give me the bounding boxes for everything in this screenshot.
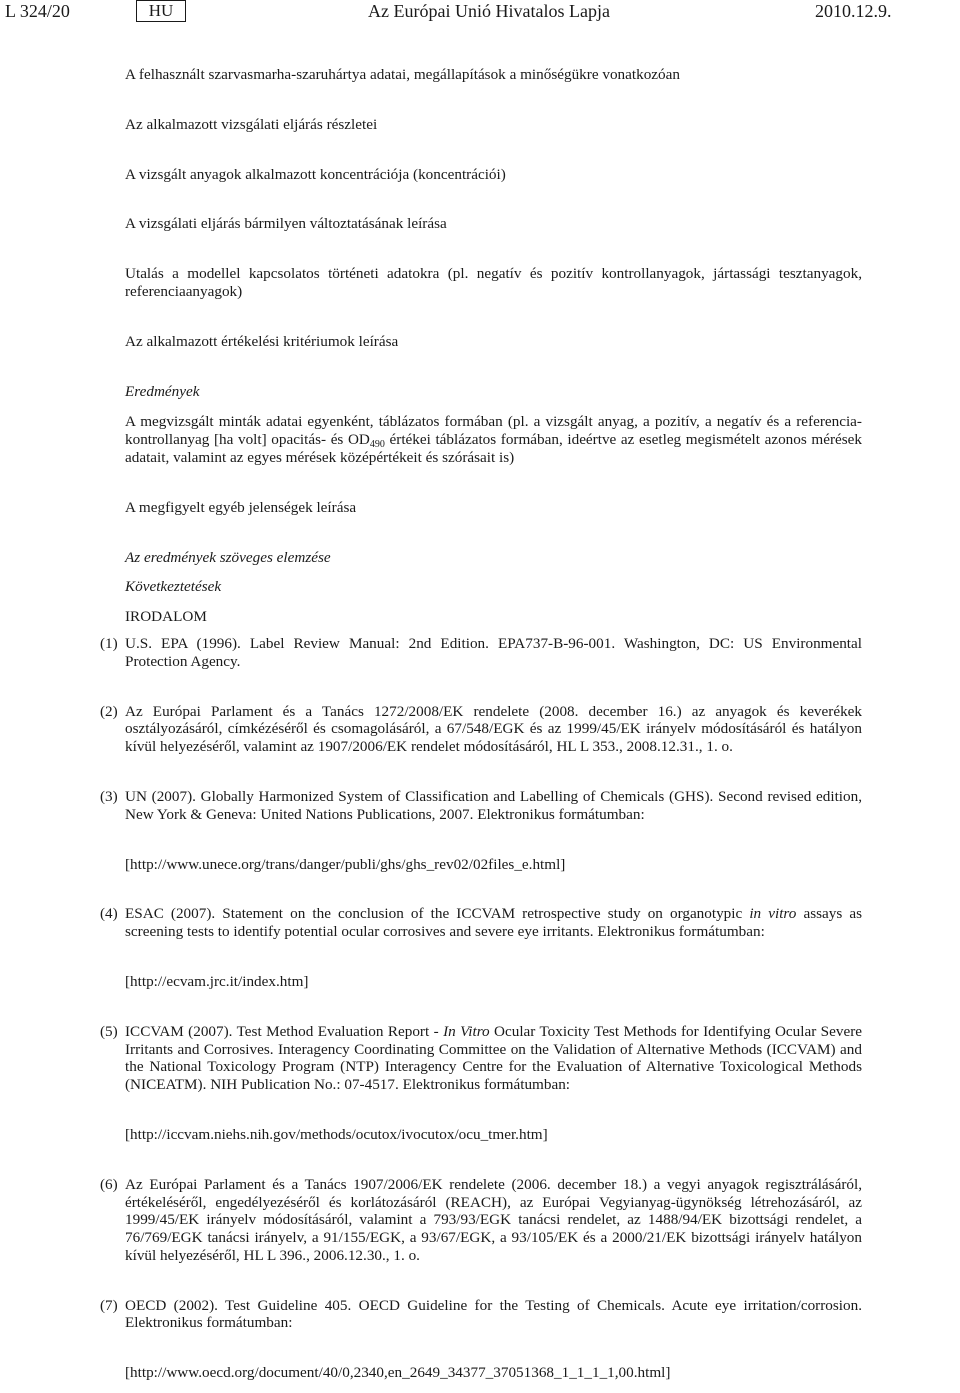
page-header	[0, 0, 960, 26]
reference-item	[92, 905, 862, 941]
item-procedure-details: Az alkalmazott vizsgálati eljárás részletei	[125, 115, 378, 133]
results-text-after: értékei táblázatos formában, ideértve az esetleg megismételt azonos mérések adatait, valamint az egyes mérések középértékeit és szórásait is)	[125, 431, 862, 466]
reference-text-after: assays as screening tests to identify potential ocular corrosives and severe eye irritants. Elektronikus formátumban:	[125, 905, 862, 941]
od-subscript: 490	[369, 439, 385, 451]
document-body	[100, 66, 862, 1382]
reference-item	[92, 1023, 862, 1094]
page-reference: L 324/20	[5, 1, 70, 21]
item-evaluation-criteria: Az alkalmazott értékelési kritériumok leírása	[125, 332, 399, 350]
journal-title: Az Európai Unió Hivatalos Lapja	[368, 1, 610, 21]
reference-text: U.S. EPA (1996). Label Review Manual: 2nd Edition. EPA737-B-96-001. Washington, DC: US Environmental Protection Agency.	[125, 634, 862, 670]
reference-text-before: ESAC (2007). Statement on the conclusion of the ICCVAM retrospective study on organotypic	[125, 905, 750, 923]
item-concentrations: A vizsgált anyagok alkalmazott koncentrációja (koncentrációi)	[125, 165, 506, 183]
reference-text-before: ICCVAM (2007). Test Method Evaluation Report -	[125, 1022, 444, 1040]
item-cornea-data: A felhasznált szarvasmarha-szaruhártya adatai, megállapítások a minőségükre vonatkozóan	[125, 66, 680, 83]
reference-item	[92, 1176, 862, 1265]
reference-number: (1)	[100, 634, 118, 652]
reference-number: (6)	[100, 1175, 118, 1193]
reference-text: UN (2007). Globally Harmonized System of Classification and Labelling of Chemicals (GHS). Second revised edition, New York & Geneva: United Nations Publications, 2007. Elektronikus formátumban:	[125, 787, 862, 823]
reference-url-link[interactable]: [http://iccvam.niehs.nih.gov/methods/ocutox/ivocutox/ocu_tmer.htm]	[125, 1125, 548, 1143]
reference-url-link[interactable]: [http://www.unece.org/trans/danger/publi/ghs/ghs_rev02/02files_e.html]	[125, 855, 566, 873]
reference-text: Az Európai Parlament és a Tanács 1907/2006/EK rendelete (2006. december 18.) a vegyi anyagok regisztrálásáról, értékeléséről, engedélyezéséről és korlátozásáról (REACH), az Európai Vegyianyag-ügynökség létrehozásáról, az 1999/45/EK irányelv módosításáról, valamint a 793/93/EGK tanácsi rendelet, az 1488/94/EK bizottsági rendelet, a 76/769/EGK tanácsi irányelv, a 91/155/EGK, a 93/67/EGK, a 93/105/EK és a 2000/21/EK bizottsági irányelv hatályon kívül helyezéséről, HL L 396., 2006.12.30., 1. o.	[125, 1175, 862, 1264]
reference-number: (5)	[100, 1022, 118, 1040]
reference-text: Az Európai Parlament és a Tanács 1272/2008/EK rendelete (2008. december 16.) az anyagok és keverékek osztályozásáról, címkézéséről és csomagolásáról, a 67/548/EGK és az 1999/45/EK irányelv módosításáról és hatályon kívül helyezéséről, valamint az 1907/2006/EK rendelet módosításáról, HL L 353., 2008.12.31., 1. o.	[125, 702, 862, 756]
reference-text-after: Ocular Toxicity Test Methods for Identifying Ocular Severe Irritants and Corrosives. Interagency Coordinating Committee on the Validation of Alternative Methods (ICCVAM) and the National Toxicology Program (NTP) Interagency Centre for the Evaluation of Alternative Toxicological Methods (NICEATM). NIH Publication No.: 07-4517. Elektronikus formátumban:	[125, 1022, 862, 1094]
reference-number: (7)	[100, 1296, 118, 1314]
reference-url-link[interactable]: [http://ecvam.jrc.it/index.htm]	[125, 972, 309, 990]
reference-item	[92, 635, 862, 671]
reference-number: (3)	[100, 787, 118, 805]
item-procedure-changes: A vizsgálati eljárás bármilyen változtatásának leírása	[125, 215, 447, 233]
reference-number: (2)	[100, 702, 118, 720]
reference-url-link[interactable]: [http://www.oecd.org/document/40/0,2340,en_2649_34377_37051368_1_1_1_1,00.html]	[125, 1364, 671, 1382]
reference-item	[92, 1297, 862, 1333]
reference-text-italic: In Vitro	[443, 1022, 490, 1040]
results-paragraph	[125, 413, 862, 466]
publication-date: 2010.12.9.	[815, 1, 892, 21]
conclusions-heading: Következtetések	[125, 578, 222, 596]
reference-number: (4)	[100, 905, 118, 923]
item-historical-data: Utalás a modellel kapcsolatos történeti adatokra (pl. negatív és pozitív kontrollanyagok, jártassági tesztanyagok, referenciaanyagok)	[125, 265, 862, 300]
reference-item	[92, 788, 862, 824]
observations-line: A megfigyelt egyéb jelenségek leírása	[125, 498, 357, 516]
reference-item	[92, 703, 862, 756]
reference-text: OECD (2002). Test Guideline 405. OECD Guideline for the Testing of Chemicals. Acute eye irritation/corrosion. Elektronikus formátumban:	[125, 1296, 862, 1332]
results-text-before: A megvizsgált minták adatai egyenként, táblázatos formában (pl. a vizsgált anyag, a pozitív, a negatív és a referencia-kontrollanyag [ha volt] opacitás- és OD	[125, 413, 862, 449]
results-heading: Eredmények	[125, 382, 200, 400]
language-code-badge: HU	[136, 0, 186, 22]
discussion-heading: Az eredmények szöveges elemzése	[125, 548, 331, 566]
reference-text-italic: in vitro	[749, 905, 797, 923]
literature-heading: IRODALOM	[125, 608, 207, 626]
